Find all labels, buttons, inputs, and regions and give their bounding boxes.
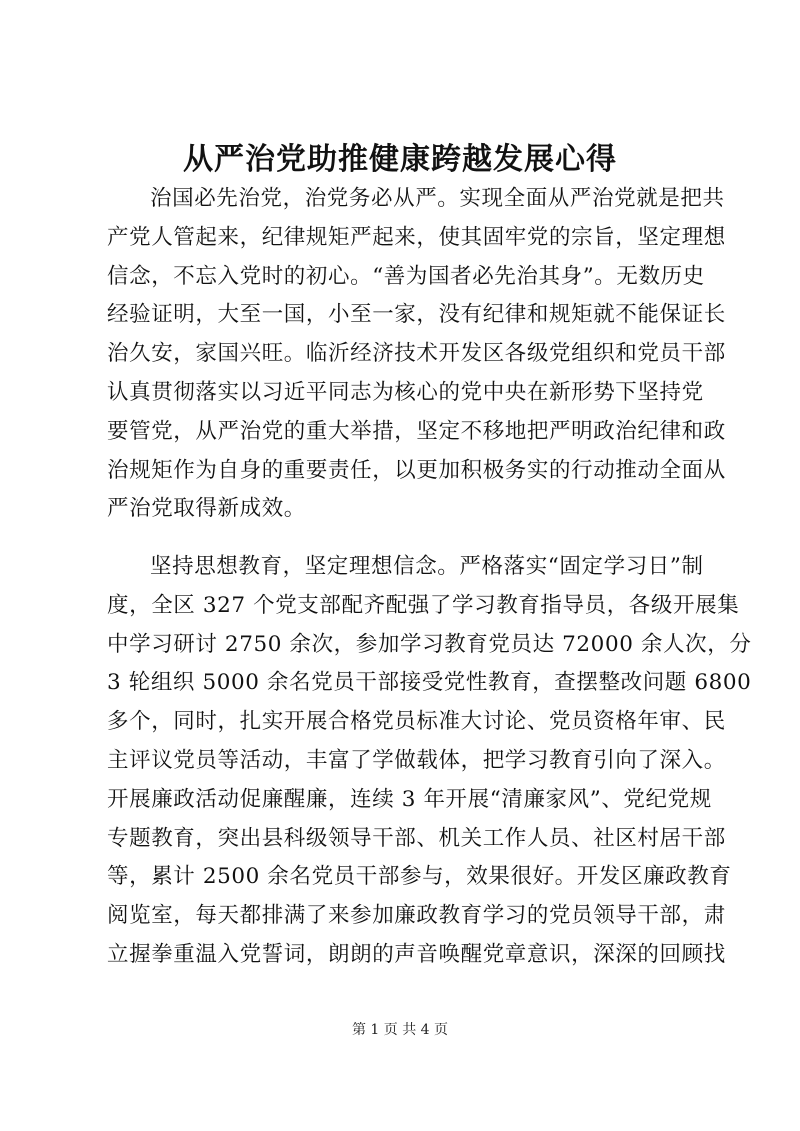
paragraph-line: 要管党，从严治党的重大举措，坚定不移地把严明政治纪律和政 xyxy=(107,418,726,444)
paragraph-line: 多个，同时，扎实开展合格党员标准大讨论、党员资格年审、民 xyxy=(107,709,726,735)
paragraph-line: 产党人管起来，纪律规矩严起来，使其固牢党的宗旨，坚定理想 xyxy=(107,224,726,250)
paragraph-line: 立握拳重温入党誓词，朗朗的声音唤醒党章意识，深深的回顾找 xyxy=(107,941,726,967)
page-footer: 第 1 页 共 4 页 xyxy=(351,1022,449,1038)
paragraph-line: 坚持思想教育，坚定理想信念。严格落实“固定学习日”制 xyxy=(150,554,704,579)
paragraph-line: 经验证明，大至一国，小至一家，没有纪律和规矩就不能保证长 xyxy=(107,302,726,328)
paragraph-line: 中学习研讨 2750 余次，参加学习教育党员达 72000 余人次，分 xyxy=(107,631,752,657)
paragraph-line: 信念，不忘入党时的初心。“善为国者必先治其身”。无数历史 xyxy=(107,263,705,289)
paragraph-line: 阅览室，每天都排满了来参加廉政教育学习的党员领导干部，肃 xyxy=(107,903,726,929)
document-title: 从严治党助推健康跨越发展心得 xyxy=(183,142,617,177)
paragraph-line: 开展廉政活动促廉醒廉，连续 3 年开展“清廉家风”、党纪党规 xyxy=(107,786,712,812)
paragraph-line: 主评议党员等活动，丰富了学做载体，把学习教育引向了深入。 xyxy=(107,747,726,773)
paragraph-line: 专题教育，突出县科级领导干部、机关工作人员、社区村居干部 xyxy=(107,825,726,851)
paragraph-line: 度，全区 327 个党支部配齐配强了学习教育指导员，各级开展集 xyxy=(107,592,740,618)
paragraph-line: 认真贯彻落实以习近平同志为核心的党中央在新形势下坚持党 xyxy=(107,379,704,405)
paragraph-line: 治国必先治党，治党务必从严。实现全面从严治党就是把共 xyxy=(150,186,725,211)
paragraph-1 xyxy=(107,180,726,529)
paragraph-line: 治久安，家国兴旺。临沂经济技术开发区各级党组织和党员干部 xyxy=(107,341,726,367)
paragraph-line: 治规矩作为自身的重要责任，以更加积极务实的行动推动全面从 xyxy=(107,457,726,483)
paragraph-line: 3 轮组织 5000 余名党员干部接受党性教育，查摆整改问题 6800 xyxy=(107,670,752,696)
paragraph-line: 严治党取得新成效。 xyxy=(107,496,306,522)
paragraph-2 xyxy=(107,548,752,975)
paragraph-line: 等，累计 2500 余名党员干部参与，效果很好。开发区廉政教育 xyxy=(107,864,732,890)
